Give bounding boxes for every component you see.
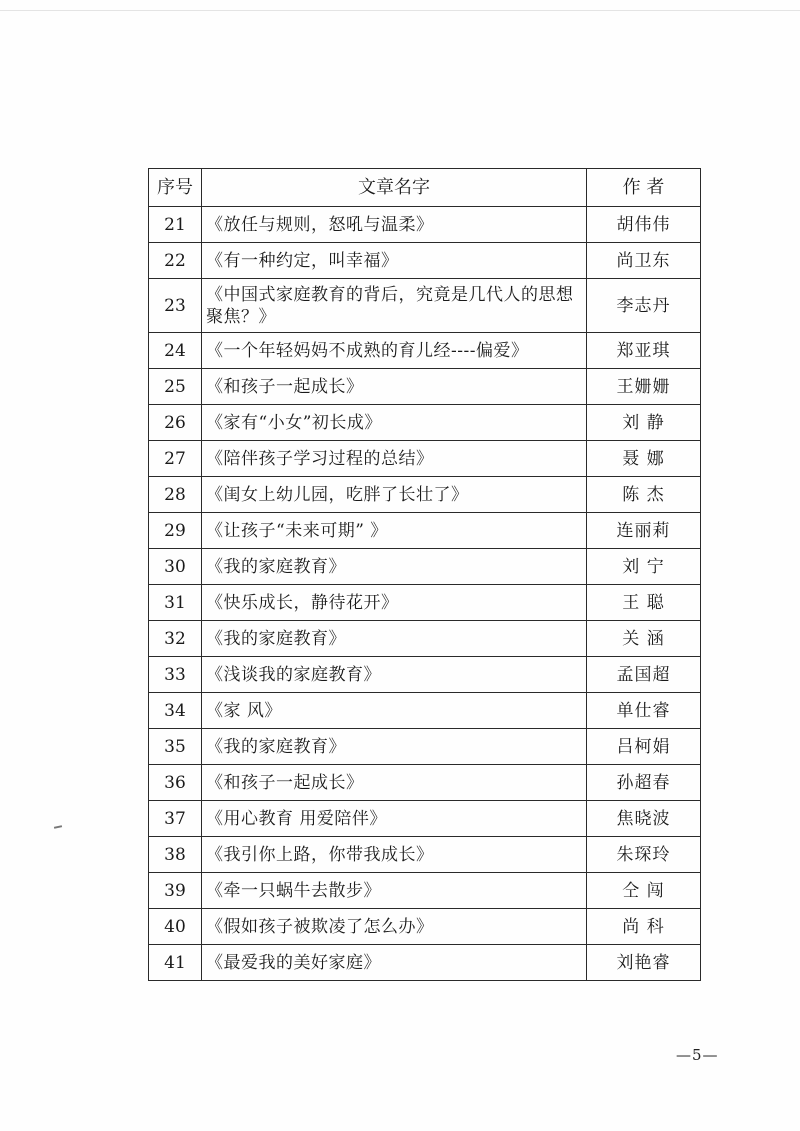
- row-title: 《陪伴孩子学习过程的总结》: [202, 441, 587, 477]
- row-number: 22: [149, 243, 202, 279]
- row-title: 《我的家庭教育》: [202, 729, 587, 765]
- row-author: 聂 娜: [587, 441, 701, 477]
- scan-edge-line: [0, 10, 800, 11]
- row-number: 35: [149, 729, 202, 765]
- row-number: 36: [149, 765, 202, 801]
- row-title: 《一个年轻妈妈不成熟的育儿经----偏爱》: [202, 333, 587, 369]
- row-number: 29: [149, 513, 202, 549]
- table-row: [149, 477, 701, 513]
- row-author: 孙超春: [587, 765, 701, 801]
- table-row: [149, 441, 701, 477]
- row-author: 刘艳睿: [587, 945, 701, 981]
- page-number: —5—: [676, 1046, 719, 1064]
- row-author: 王 聪: [587, 585, 701, 621]
- header-author: 作 者: [587, 169, 701, 207]
- table-row: [149, 405, 701, 441]
- row-title: 《我引你上路，你带我成长》: [202, 837, 587, 873]
- header-title: 文章名字: [202, 169, 587, 207]
- table-row: [149, 729, 701, 765]
- row-number: 24: [149, 333, 202, 369]
- row-title: 《快乐成长，静待花开》: [202, 585, 587, 621]
- row-title: 《假如孩子被欺凌了怎么办》: [202, 909, 587, 945]
- table-row: [149, 693, 701, 729]
- row-title: 《中国式家庭教育的背后，究竟是几代人的思想聚焦？》: [202, 279, 587, 333]
- row-number: 27: [149, 441, 202, 477]
- row-title: 《有一种约定，叫幸福》: [202, 243, 587, 279]
- table-row: [149, 801, 701, 837]
- row-number: 30: [149, 549, 202, 585]
- row-author: 王姗姗: [587, 369, 701, 405]
- table-row: [149, 765, 701, 801]
- table-header-row: [149, 169, 701, 207]
- row-title: 《家 风》: [202, 693, 587, 729]
- table-row: [149, 945, 701, 981]
- row-number: 21: [149, 207, 202, 243]
- article-table: [148, 168, 701, 981]
- row-title: 《放任与规则，怒吼与温柔》: [202, 207, 587, 243]
- table-row: [149, 333, 701, 369]
- row-number: 40: [149, 909, 202, 945]
- row-title: 《闺女上幼儿园，吃胖了长壮了》: [202, 477, 587, 513]
- row-number: 32: [149, 621, 202, 657]
- row-number: 28: [149, 477, 202, 513]
- table-row: [149, 909, 701, 945]
- row-author: 刘 宁: [587, 549, 701, 585]
- table-row: [149, 369, 701, 405]
- row-number: 26: [149, 405, 202, 441]
- table-row: [149, 657, 701, 693]
- row-title: 《最爱我的美好家庭》: [202, 945, 587, 981]
- row-author: 陈 杰: [587, 477, 701, 513]
- row-number: 34: [149, 693, 202, 729]
- table-row: [149, 513, 701, 549]
- row-title: 《用心教育 用爱陪伴》: [202, 801, 587, 837]
- row-author: 刘 静: [587, 405, 701, 441]
- row-author: 孟国超: [587, 657, 701, 693]
- row-number: 23: [149, 279, 202, 333]
- row-number: 37: [149, 801, 202, 837]
- row-author: 仝 闯: [587, 873, 701, 909]
- row-title: 《让孩子“未来可期” 》: [202, 513, 587, 549]
- table-row: [149, 207, 701, 243]
- table-row: [149, 243, 701, 279]
- row-author: 吕柯娟: [587, 729, 701, 765]
- scan-mark: [54, 825, 62, 829]
- row-author: 单仕睿: [587, 693, 701, 729]
- table-row: [149, 621, 701, 657]
- header-number: 序号: [149, 169, 202, 207]
- row-number: 25: [149, 369, 202, 405]
- row-title: 《牵一只蜗牛去散步》: [202, 873, 587, 909]
- row-title: 《我的家庭教育》: [202, 621, 587, 657]
- row-author: 郑亚琪: [587, 333, 701, 369]
- row-number: 33: [149, 657, 202, 693]
- table-row: [149, 837, 701, 873]
- row-author: 连丽莉: [587, 513, 701, 549]
- row-author: 尚 科: [587, 909, 701, 945]
- row-number: 31: [149, 585, 202, 621]
- row-title: 《我的家庭教育》: [202, 549, 587, 585]
- row-author: 胡伟伟: [587, 207, 701, 243]
- row-title: 《和孩子一起成长》: [202, 765, 587, 801]
- row-title: 《和孩子一起成长》: [202, 369, 587, 405]
- row-number: 39: [149, 873, 202, 909]
- row-title: 《家有“小女”初长成》: [202, 405, 587, 441]
- table-row: [149, 873, 701, 909]
- row-author: 尚卫东: [587, 243, 701, 279]
- table-row: [149, 549, 701, 585]
- row-number: 38: [149, 837, 202, 873]
- table-row: [149, 585, 701, 621]
- row-author: 朱琛玲: [587, 837, 701, 873]
- table-row: [149, 279, 701, 333]
- row-author: 焦晓波: [587, 801, 701, 837]
- row-title: 《浅谈我的家庭教育》: [202, 657, 587, 693]
- row-number: 41: [149, 945, 202, 981]
- row-author: 李志丹: [587, 279, 701, 333]
- row-author: 关 涵: [587, 621, 701, 657]
